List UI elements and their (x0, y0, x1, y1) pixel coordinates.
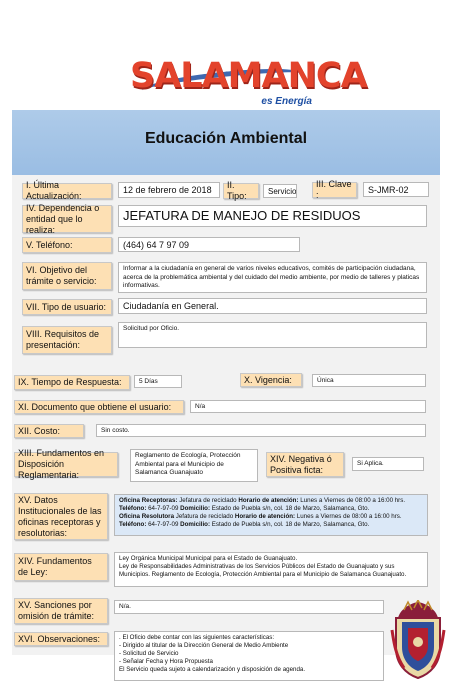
tipo-usuario-value: Ciudadanía en General. (118, 298, 427, 314)
fundamentos-reglamentaria-label: XIII. Fundamentos en Disposición Reglamentaria: (14, 452, 118, 477)
fundamentos-reglamentaria-value: Reglamento de Ecología, Protección Ambiental para el Municipio de Salamanca Guanajuato (130, 449, 258, 482)
dependencia-value: JEFATURA DE MANEJO DE RESIDUOS (118, 205, 427, 227)
tipo-value: Servicio (263, 184, 297, 198)
documento-value: N/a (190, 400, 426, 413)
dependencia-label: IV. Dependencia o entidad que lo realiza: (22, 205, 112, 233)
documento-label: XI. Documento que obtiene el usuario: (14, 400, 184, 414)
vigencia-label: X. Vigencia: (240, 373, 302, 387)
observaciones-line: - Dirigido al titular de la Dirección General de Medio Ambiente (119, 642, 289, 649)
receptoras-telefono: 64-7-97-09 (146, 505, 181, 512)
clave-label: III. Clave : (312, 182, 357, 198)
ultima-actualizacion-label: I. Última Actualización: (22, 183, 112, 199)
observaciones-line: - Señalar Fecha y Hora Propuesta (119, 658, 213, 665)
sanciones-label: XV. Sanciones por omisión de trámite: (14, 598, 108, 624)
negativa-ficta-label: XIV. Negativa ó Positiva ficta: (266, 452, 344, 477)
fundamentos-ley-label: XIV. Fundamentos de Ley: (14, 553, 108, 581)
observaciones-line: El Servicio queda sujeto a calendarización y disposición de agenda. (119, 666, 306, 673)
salamanca-logo (130, 50, 367, 112)
resolutora-telefono-label: Teléfono: (119, 521, 147, 528)
receptoras-domicilio-label: Domicilio: (180, 505, 211, 512)
objetivo-label: VI. Objetivo del trámite o servicio: (22, 262, 112, 290)
resolutora-horario-label: Horario de atención: (234, 513, 296, 520)
fundamentos-ley-line: Ley de Responsabilidades Administrativas de los Servicios Públicos del Estado de Guanajuato y sus Municipios. Reglamento de Ecología, Protección Ambiental para el Municipio de Salamanca Guanajuato. (119, 563, 407, 578)
costo-label: XII. Costo: (14, 424, 84, 438)
logo-subtitle: es Energía (261, 96, 312, 107)
receptoras-horario-label: Horario de atención: (238, 497, 299, 504)
objetivo-value: Informar a la ciudadanía en general de varios niveles educativos, comités de participación ciudadana, acerca de la problemática ambiental y del cuidado del medio ambiente, por medio de talleres y platicas informativas. (118, 262, 427, 293)
tiempo-respuesta-value: 5 Días (134, 375, 182, 388)
vigencia-value: Única (312, 374, 426, 387)
receptoras-domicilio: Estado de Puebla s/n, col. 18 de Marzo, Salamanca, Gto. (210, 505, 370, 512)
resolutora-label: Oficina Resolutora (119, 513, 175, 520)
observaciones-line: . El Oficio debe contar con las siguientes características: (119, 634, 275, 641)
tipo-label: II. Tipo: (223, 183, 259, 199)
resolutora-horario: Lunes a Viernes de 08:00 a 16:00 hrs. (295, 513, 402, 520)
fundamentos-ley-value (114, 552, 428, 587)
telefono-label: V. Teléfono: (22, 237, 112, 253)
receptoras-telefono-label: Teléfono: (119, 505, 147, 512)
observaciones-line: - Solicitud de Servicio (119, 650, 179, 657)
resolutora-telefono: 64-7-97-09 (146, 521, 181, 528)
telefono-value: (464) 64 7 97 09 (118, 237, 300, 252)
resolutora-domicilio-label: Domicilio: (180, 521, 211, 528)
requisitos-label: VIII. Requisitos de presentación: (22, 326, 112, 354)
page-title: Educación Ambiental (144, 130, 308, 147)
requisitos-value: Solicitud por Oficio. (118, 322, 427, 348)
salamanca-seal-icon (390, 600, 446, 680)
tiempo-respuesta-label: IX. Tiempo de Respuesta: (14, 375, 130, 390)
observaciones-label: XVI. Observaciones: (14, 632, 108, 646)
ultima-actualizacion-value: 12 de febrero de 2018 (118, 182, 220, 198)
resolutora-text: Jefatura de reciclado (174, 513, 235, 520)
fundamentos-ley-line: Ley Orgánica Municipal Municipal para el Estado de Guanajuato. (119, 555, 298, 562)
negativa-ficta-value: Si Aplica. (352, 457, 424, 471)
receptoras-text: Jefatura de reciclado (177, 497, 239, 504)
clave-value: S-JMR-02 (363, 182, 429, 197)
tipo-usuario-label: VII. Tipo de usuario: (22, 299, 112, 315)
oficinas-value (114, 494, 428, 536)
resolutora-domicilio: Estado de Puebla s/n, col. 18 de Marzo, Salamanca, Gto. (210, 521, 370, 528)
sanciones-value: N/a. (114, 600, 384, 614)
receptoras-label: Oficina Receptoras: (119, 497, 178, 504)
costo-value: Sin costo. (96, 424, 426, 437)
logo-text: SALAMANCA (130, 56, 367, 96)
receptoras-horario: Lunes a Viernes de 08:00 a 16:00 hrs. (298, 497, 406, 504)
observaciones-value (114, 631, 384, 681)
oficinas-label: XV. Datos Institucionales de las oficinas receptoras y resolutorias: (14, 493, 108, 540)
